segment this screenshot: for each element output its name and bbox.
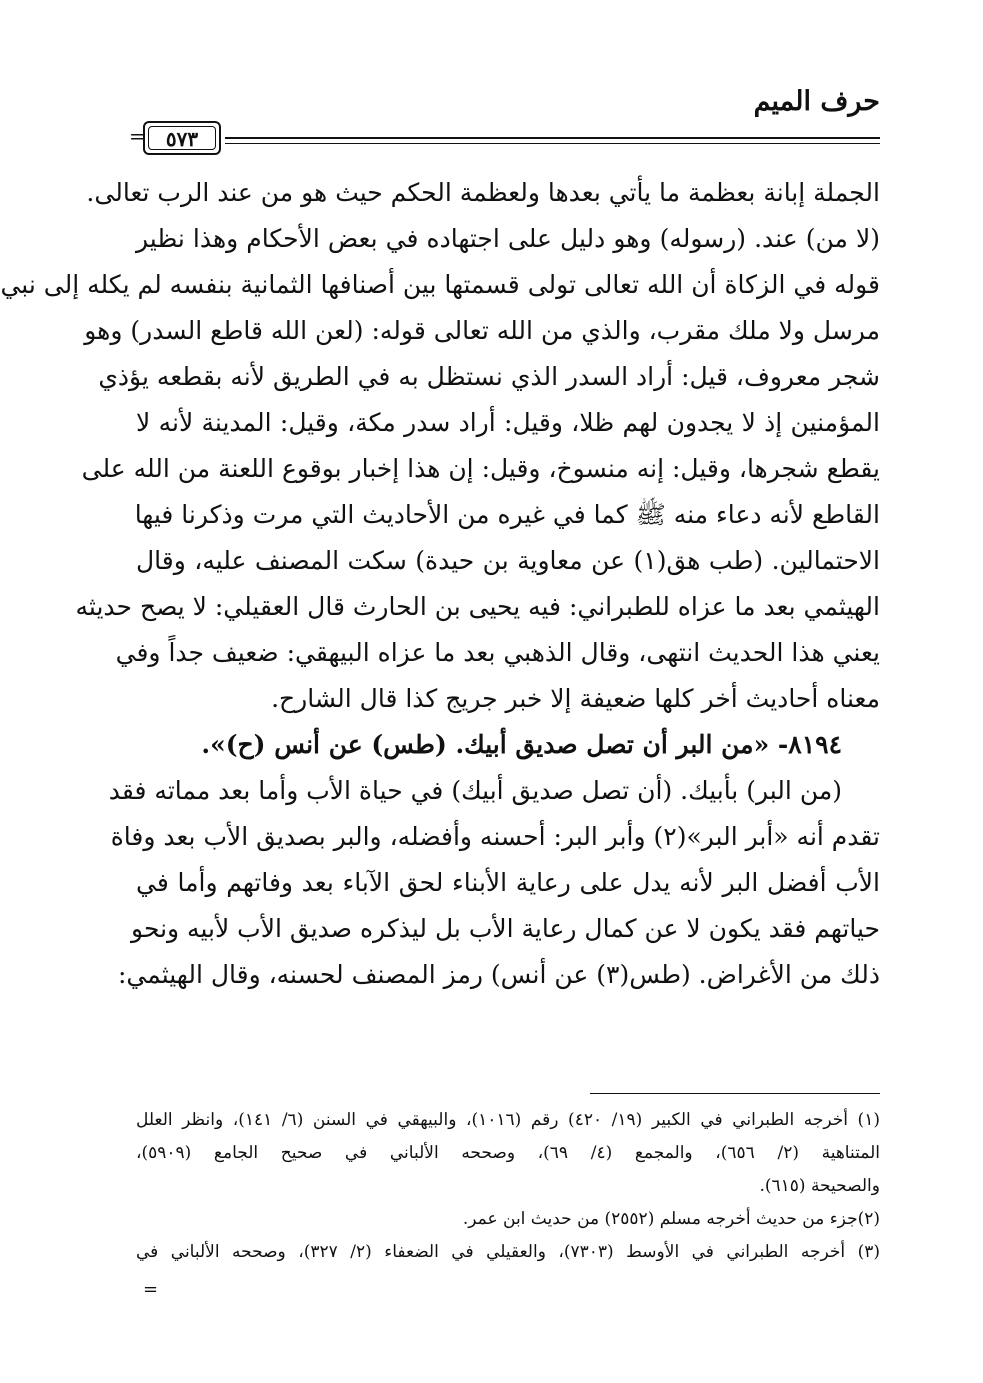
text-line: حياتهم فقد يكون لا عن كمال رعاية الأب بل ليذكره صديق الأب لأبيه ونحو	[131, 914, 880, 943]
header-rule	[225, 137, 880, 139]
footnote-separator	[590, 1093, 880, 1094]
text-line: شجر معروف، قيل: أراد السدر الذي نستظل به في الطريق لأنه بقطعه يؤذي	[98, 362, 880, 391]
hadith-heading: ٨١٩٤- «من البر أن تصل صديق أبيك. (طس) عن أنس (ح)».	[201, 730, 842, 759]
text-line: القاطع لأنه دعاء منه ﷺ كما في غيره من الأحاديث التي مرت وذكرنا فيها	[134, 500, 880, 529]
text-line: معناه أحاديث أخر كلها ضعيفة إلا خبر جريج كذا قال الشارح.	[271, 684, 880, 713]
text-line: يعني هذا الحديث انتهى، وقال الذهبي بعد ما عزاه البيهقي: ضعيف جداً وفي	[115, 638, 880, 667]
text-line: المؤمنين إذ لا يجدون لهم ظلا، وقيل: أراد سدر مكة، وقيل: المدينة لأنه لا	[136, 408, 880, 437]
text-line: يقطع شجرها، وقيل: إنه منسوخ، وقيل: إن هذا إخبار بوقوع اللعنة من الله على	[81, 454, 880, 483]
text-line: الأب أفضل البر لأنه يدل على رعاية الأبناء لحق الآباء بعد وفاتهم وأما في	[136, 868, 880, 897]
text-line: مرسل ولا ملك مقرب، والذي من الله تعالى قوله: (لعن الله قاطع السدر) وهو	[84, 316, 880, 345]
main-text	[0, 170, 880, 998]
footnote-line: (٣) أخرجه الطبراني في الأوسط (٧٣٠٣)، والعقيلي في الضعفاء (٢/ ٣٢٧)، وصححه الألباني في	[136, 1242, 880, 1262]
footnote-line: (١) أخرجه الطبراني في الكبير (١٩/ ٤٢٠) رقم (١٠١٦)، والبيهقي في السنن (٦/ ١٤١)، وانظر العلل	[136, 1110, 880, 1130]
footnote-continuation-mark: =	[143, 1279, 159, 1300]
header-rule-thin	[225, 143, 880, 144]
text-line: الاحتمالين. (طب هق(١) عن معاوية بن حيدة) سكت المصنف عليه، وقال	[136, 546, 880, 575]
text-line: الجملة إبانة بعظمة ما يأتي بعدها ولعظمة الحكم حيث هو من عند الرب تعالى.	[86, 178, 880, 207]
footnote-line: (٢)جزء من حديث أخرجه مسلم (٢٥٥٢) من حديث ابن عمر.	[462, 1209, 880, 1229]
footnotes	[136, 1104, 880, 1269]
footnote-line: المتناهية (٢/ ٦٥٦)، والمجمع (٤/ ٦٩)، وصححه الألباني في صحيح الجامع (٥٩٠٩)،	[136, 1143, 880, 1163]
text-line: تقدم أنه «أبر البر»(٢) وأبر البر: أحسنه وأفضله، والبر بصديق الأب بعد وفاة	[110, 822, 880, 851]
page-number: ٥٧٣	[148, 126, 216, 150]
text-line: (لا من) عند. (رسوله) وهو دليل على اجتهاده في بعض الأحكام وهذا نظير	[136, 224, 880, 253]
text-line: (من البر) بأبيك. (أن تصل صديق أبيك) في حياة الأب وأما بعد مماته فقد	[108, 776, 842, 805]
header-continuation-mark: =	[129, 124, 146, 148]
page-number-frame	[143, 121, 221, 155]
running-head: حرف الميم	[753, 86, 880, 117]
text-line: قوله في الزكاة أن الله تعالى تولى قسمتها بين أصنافها الثمانية بنفسه لم يكله إلى نبي	[0, 270, 880, 299]
text-line: الهيثمي بعد ما عزاه للطبراني: فيه يحيى بن الحارث قال العقيلي: لا يصح حديثه	[75, 592, 880, 621]
footnote-line: والصحيحة (٦١٥).	[759, 1176, 880, 1196]
text-line: ذلك من الأغراض. (طس(٣) عن أنس) رمز المصنف لحسنه، وقال الهيثمي:	[118, 960, 880, 989]
